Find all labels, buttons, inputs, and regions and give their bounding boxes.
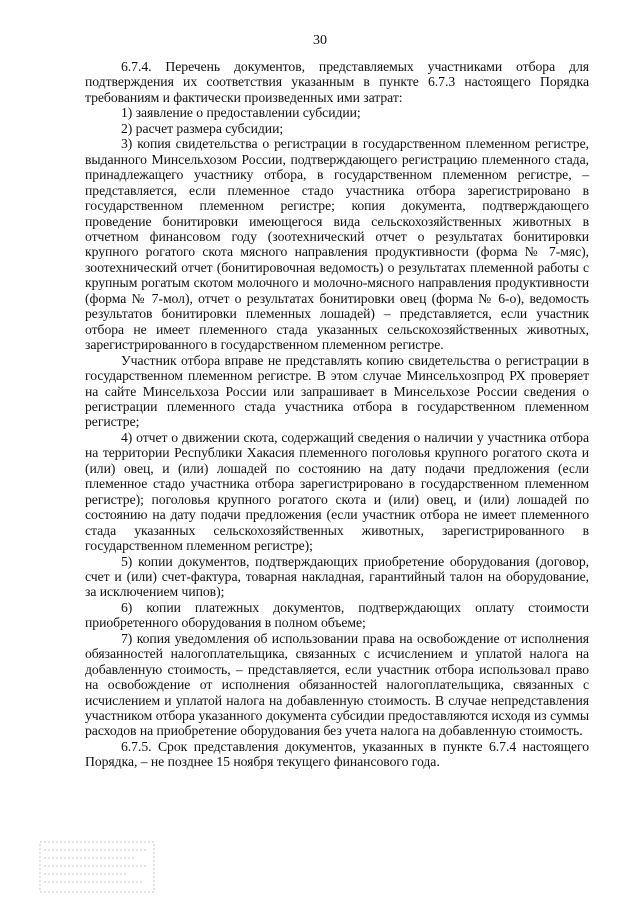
list-item-6: 6) копии платежных документов, подтверждающих оплату стоимости приобретенного оборудования в полном объеме;	[85, 599, 589, 631]
list-item-7: 7) копия уведомления об использовании права на освобождение от исполнения обязанностей налогоплательщика, связанных с исчислением и уплатой налога на добавленную стоимость, – представляется, если участник отбора использовал право на освобождение от исполнения обязанностей налогоплательщика, связанных с исчислением и уплатой налога на добавленную стоимость. В случае непредставления участником отбора указанного документа субсидии предоставляются исходя из суммы расходов на приобретение оборудования без учета налога на добавленную стоимость.	[85, 630, 589, 739]
list-item-2: 2) расчет размера субсидии;	[121, 120, 284, 136]
list-item-5: 5) копии документов, подтверждающих приобретение оборудования (договор, счет и (или) счет-фактура, товарная накладная, гарантийный талон на оборудование, за исключением чипов);	[85, 553, 589, 600]
faded-stamp	[38, 838, 156, 896]
paragraph-6-7-5: 6.7.5. Срок представления документов, указанных в пункте 6.7.4 настоящего Порядка, – не позднее 15 ноября текущего финансового года.	[85, 738, 589, 770]
list-item-4: 4) отчет о движении скота, содержащий сведения о наличии у участника отбора на территории Республики Хакасия племенного поголовья крупного рогатого скота и (или) овец, и (или) лошадей по состоянию на дату подачи предложения (если племенное стадо участника отбора зарегистрировано в государственном племенном регистре); поголовья крупного рогатого скота и (или) овец, и (или) лошадей по состоянию на дату подачи предложения (если участник отбора не имеет племенного стада указанных сельскохозяйственных животных, зарегистрированного в государственном племенном регистре);	[85, 429, 589, 554]
list-item-3: 3) копия свидетельства о регистрации в государственном племенном регистре, выданного Минсельхозом России, подтверждающего регистрацию племенного стада, принадлежащего участнику отбора, в государственном племенном регистре, – представляется, если племенное стадо участника отбора зарегистрировано в государственном племенном регистре; копия документа, подтверждающего проведение бонитировки имеющегося вида сельскохозяйственных животных в отчетном финансовом году (зоотехнический отчет о результатах бонитировки крупного рогатого скота мясного направления продуктивности (форма № 7-мяс), зоотехнический отчет (бонитировочная ведомость) о результатах племенной работы с крупным рогатым скотом молочного и молочно-мясного направления продуктивности (форма № 7-мол), отчет о результатах бонитировки овец (форма № 6-о), ведомость результатов бонитировки племенных лошадей) – представляется, если участник отбора не имеет племенного стада указанных сельскохозяйственных животных, зарегистрированного в государственном племенном регистре.	[85, 136, 589, 353]
list-item-1: 1) заявление о предоставлении субсидии;	[121, 105, 361, 121]
page-number: 30	[313, 33, 327, 48]
document-body	[85, 59, 589, 770]
paragraph-6-7-4: 6.7.4. Перечень документов, представляемых участниками отбора для подтверждения их соответствия указанным в пункте 6.7.3 настоящего Порядка требованиям и фактически произведенных ими затрат:	[85, 59, 589, 105]
paragraph-participant-right: Участник отбора вправе не представлять копию свидетельства о регистрации в государственном племенном регистре. В этом случае Минсельхозпрод РХ проверяет на сайте Минсельхоза России или запрашивает в Минсельхозе России сведения о регистрации племенного стада участника отбора в государственном племенном регистре;	[85, 352, 589, 430]
